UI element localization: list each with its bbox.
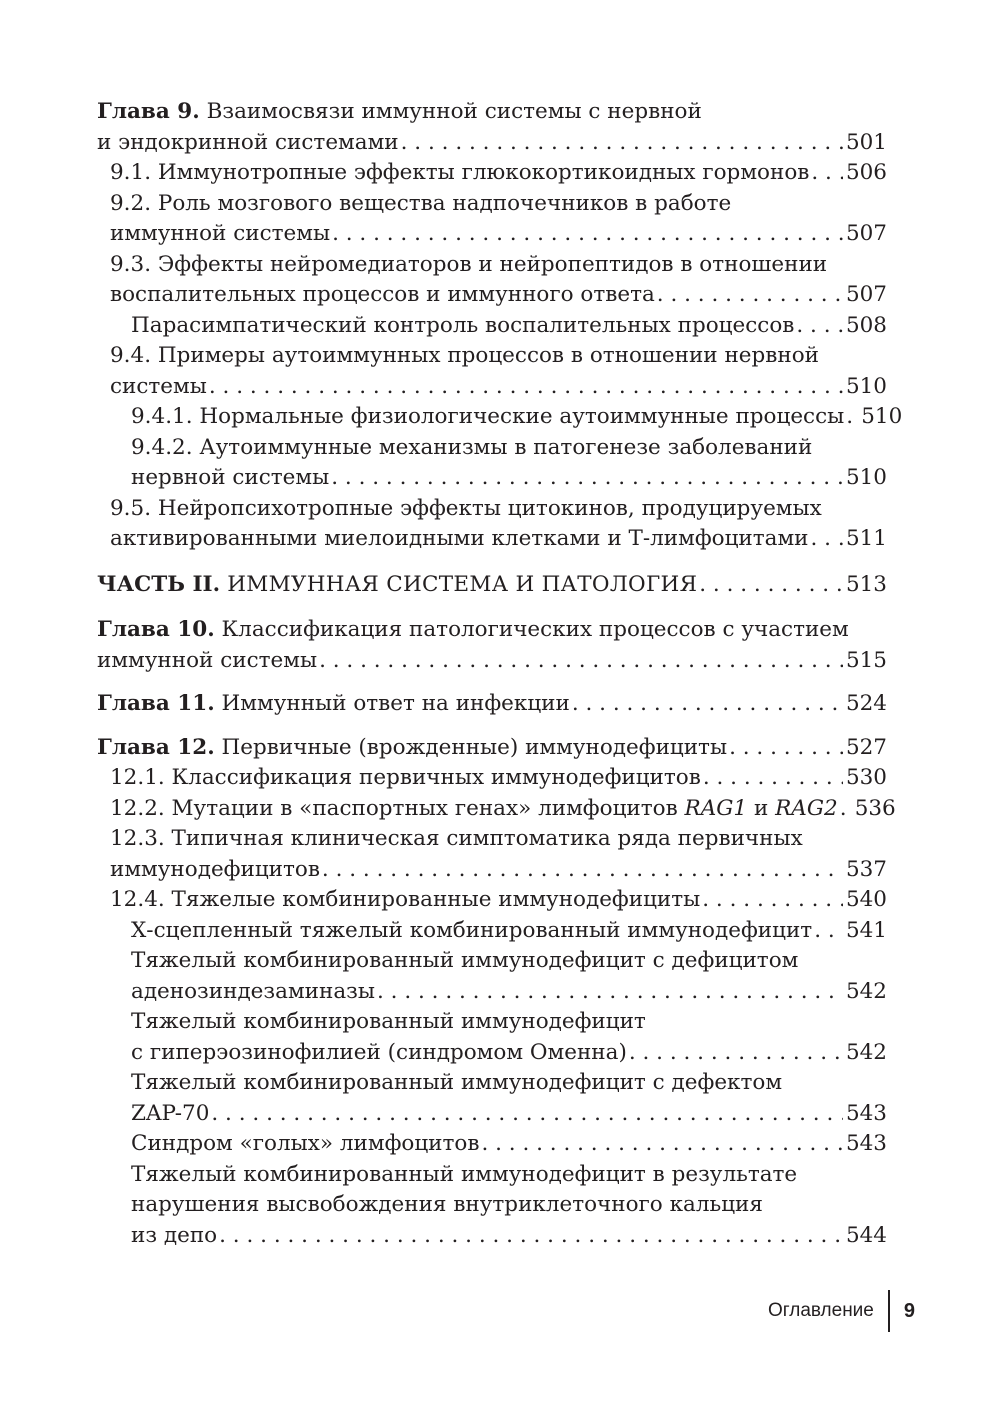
toc-page-number: 543: [845, 1131, 887, 1156]
toc-entry[interactable]: [97, 433, 887, 494]
toc-page-number: 508: [845, 312, 887, 338]
toc-entry-title-line: 12.1. Классификация первичных иммунодефицитов: [110, 765, 701, 790]
dot-leader: [629, 1038, 843, 1069]
toc-page-number: 541: [845, 917, 887, 943]
toc-entry-title-line: 9.1. Иммунотропные эффекты глюкокортикоидных гормонов: [110, 160, 810, 185]
dot-leader: [699, 570, 843, 601]
gene-name: RAG2: [775, 795, 838, 821]
toc-entry[interactable]: [97, 794, 896, 825]
toc-page-number: 542: [845, 978, 887, 1004]
toc-entry[interactable]: [97, 250, 887, 311]
toc-page-number: 507: [845, 282, 887, 307]
toc-page-number: 524: [845, 691, 887, 716]
toc-entry-number: Глава 9.: [97, 99, 200, 124]
toc-page-number: 536: [854, 795, 896, 821]
toc-entry-title-line: 9.4. Примеры аутоиммунных процессов в отношении нервной: [110, 343, 819, 368]
toc-page-number: 513: [845, 571, 887, 597]
dot-leader: [209, 372, 843, 403]
toc-entry-title-line: воспалительных процессов и иммунного ответа: [110, 282, 655, 307]
toc-page-number: 544: [845, 1222, 887, 1248]
toc-page-number: 540: [845, 887, 887, 912]
toc-entry-title-line: Иммунный ответ на инфекции: [214, 691, 570, 716]
toc-entry-title-line: с гиперэозинофилией (синдромом Оменна): [131, 1039, 627, 1065]
dot-leader: [332, 219, 843, 250]
dot-leader: [211, 1099, 843, 1130]
toc-entry-title-line: и: [747, 795, 776, 821]
toc-entry-title-line: нервной системы: [131, 465, 330, 490]
toc-entry[interactable]: [97, 158, 887, 189]
toc-entry-title-line: Парасимпатический контроль воспалительных процессов: [131, 312, 795, 338]
toc-entry[interactable]: [97, 1129, 887, 1160]
toc-entry-title-line: 9.4.1. Нормальные физиологические аутоиммунные процессы: [131, 404, 845, 429]
toc-entry[interactable]: [97, 1007, 887, 1068]
toc-entry[interactable]: [97, 311, 887, 342]
page-number: 9: [903, 1299, 915, 1322]
part-number: ЧАСТЬ II.: [97, 571, 221, 597]
toc-entry-title-line: Классификация патологических процессов с участием: [214, 617, 849, 642]
toc-entry-title-line: ИММУННАЯ СИСТЕМА И ПАТОЛОГИЯ: [220, 571, 698, 597]
toc-page-number: 530: [845, 765, 887, 790]
toc-entry-title-line: Взаимосвязи иммунной системы с нервной: [199, 99, 702, 124]
toc-entry[interactable]: [97, 402, 903, 433]
toc-entry-number: Глава 12.: [97, 734, 215, 760]
dot-leader: [811, 158, 843, 189]
toc-entry-number: Глава 10.: [97, 617, 215, 642]
toc-entry-title-line: аденозиндезаминазы: [131, 978, 375, 1004]
dot-leader: [846, 402, 858, 433]
toc-entry[interactable]: [97, 615, 887, 676]
toc-entry-title-line: 12.4. Тяжелые комбинированные иммунодефициты: [110, 887, 701, 912]
table-of-contents: [97, 97, 903, 1251]
dot-leader: [729, 733, 843, 764]
toc-entry-title-line: из депо: [131, 1222, 218, 1248]
toc-page-number: 527: [845, 734, 887, 760]
toc-entry[interactable]: [97, 1160, 887, 1252]
toc-entry[interactable]: [97, 885, 887, 916]
toc-entry[interactable]: [97, 733, 887, 764]
toc-entry-title-line: активированными миелоидными клетками и Т-лимфоцитами: [110, 526, 809, 551]
toc-entry-title-line: Синдром «голых» лимфоцитов: [131, 1131, 480, 1156]
toc-entry[interactable]: [97, 1068, 887, 1129]
toc-page-number: 515: [845, 647, 887, 673]
toc-entry-title-line: 9.3. Эффекты нейромедиаторов и нейропептидов в отношении: [110, 251, 828, 277]
gene-name: RAG1: [684, 795, 748, 821]
toc-entry-title-line: и эндокринной системами: [97, 129, 399, 155]
toc-entry[interactable]: [97, 689, 887, 720]
toc-entry-title-line: Тяжелый комбинированный иммунодефицит с дефектом: [131, 1070, 783, 1095]
toc-entry-title-line: 9.2. Роль мозгового вещества надпочечников в работе: [110, 190, 732, 216]
toc-page-number: 537: [845, 856, 887, 882]
dot-leader: [702, 885, 843, 916]
toc-entry-title-line: 12.3. Типичная клиническая симптоматика ряда первичных: [110, 826, 803, 851]
dot-leader: [377, 977, 843, 1008]
toc-page-number: 501: [845, 129, 887, 155]
dot-leader: [481, 1129, 843, 1160]
toc-entry-title-line: системы: [110, 373, 207, 399]
toc-entry-title-line: Тяжелый комбинированный иммунодефицит с дефицитом: [131, 948, 799, 973]
toc-entry-title-line: иммунной системы: [110, 221, 331, 246]
toc-entry-title-line: Первичные (врожденные) иммунодефициты: [214, 734, 728, 760]
toc-entry-title-line: иммунной системы: [97, 647, 318, 673]
toc-entry-title-line: ZAP-70: [131, 1100, 210, 1126]
toc-entry-title-line: Х-сцепленный тяжелый комбинированный иммунодефицит: [131, 917, 813, 943]
toc-page-number: 511: [845, 526, 887, 551]
toc-entry[interactable]: [97, 946, 887, 1007]
toc-entry[interactable]: [97, 341, 887, 402]
dot-leader: [703, 763, 843, 794]
toc-page-number: 542: [845, 1039, 887, 1065]
toc-entry-title-line: 12.2. Мутации в «паспортных генах» лимфоцитов: [110, 795, 685, 821]
toc-entry-title-line: иммунодефицитов: [110, 856, 320, 882]
toc-page-number: 506: [845, 160, 887, 185]
toc-entry-title-line: нарушения высвобождения внутриклеточного кальция: [131, 1192, 763, 1217]
toc-entry-number: Глава 11.: [97, 691, 215, 716]
toc-page-number: 507: [845, 221, 887, 246]
toc-entry[interactable]: [97, 824, 887, 885]
dot-leader: [814, 916, 843, 947]
toc-entry[interactable]: [97, 97, 887, 158]
dot-leader: [657, 280, 843, 311]
toc-page-number: 510: [845, 373, 887, 399]
running-section-title: Оглавление: [767, 1300, 874, 1321]
dot-leader: [572, 689, 843, 720]
toc-entry[interactable]: [97, 570, 887, 601]
dot-leader: [319, 646, 843, 677]
toc-entry[interactable]: [97, 916, 887, 947]
toc-page-number: 510: [845, 465, 887, 490]
toc-entry[interactable]: [97, 189, 887, 250]
dot-leader: [401, 128, 843, 159]
dot-leader: [219, 1221, 843, 1252]
toc-entry-title-line: Тяжелый комбинированный иммунодефицит: [131, 1009, 646, 1034]
dot-leader: [811, 524, 843, 555]
dot-leader: [322, 855, 843, 886]
dot-leader: [840, 794, 852, 825]
toc-entry-title-line: 9.5. Нейропсихотропные эффекты цитокинов, продуцируемых: [110, 495, 822, 521]
toc-page-number: 510: [861, 404, 903, 429]
toc-entry[interactable]: [97, 494, 887, 555]
page-footer: [768, 1290, 915, 1332]
toc-entry-title-line: Тяжелый комбинированный иммунодефицит в результате: [131, 1161, 798, 1187]
dot-leader: [796, 311, 843, 342]
toc-entry-title-line: 9.4.2. Аутоиммунные механизмы в патогенезе заболеваний: [131, 434, 813, 460]
dot-leader: [331, 463, 843, 494]
toc-entry[interactable]: [97, 763, 887, 794]
toc-page-number: 543: [845, 1100, 887, 1126]
